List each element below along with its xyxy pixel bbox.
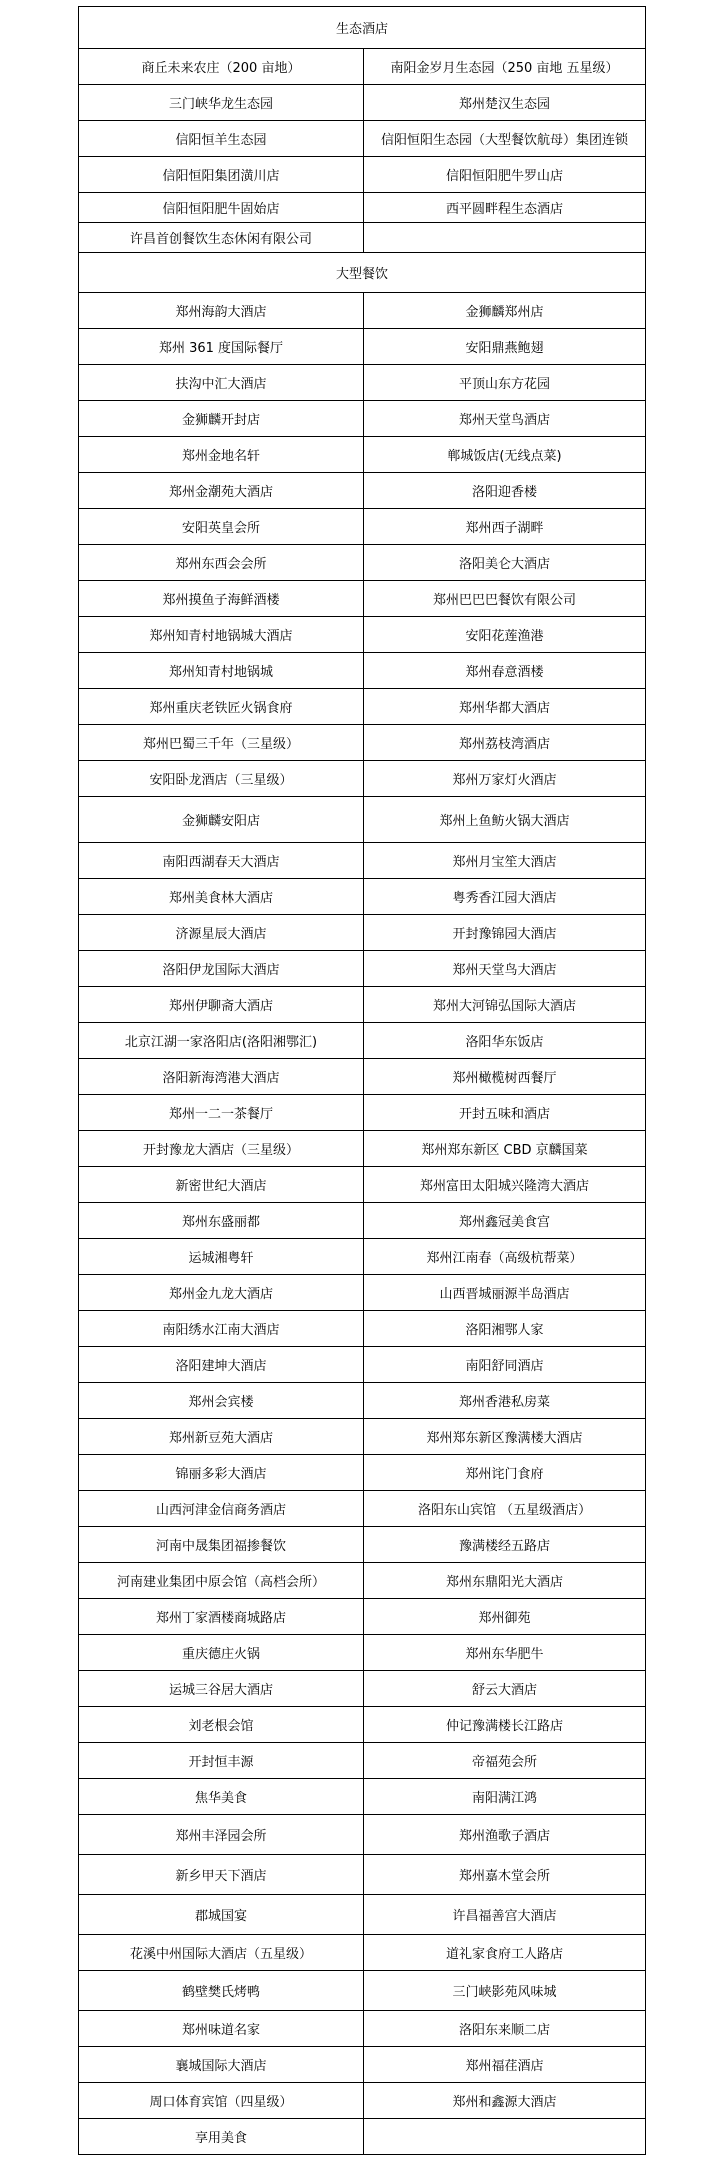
table-row: [79, 401, 646, 437]
table-cell-left: 河南中晟集团福掺餐饮: [79, 1527, 364, 1563]
table-cell-right: 郑州鑫冠美食宫: [364, 1203, 646, 1239]
table-cell-left: 信阳恒羊生态园: [79, 121, 364, 157]
table-row: [79, 1707, 646, 1743]
table-cell-right: 舒云大酒店: [364, 1671, 646, 1707]
table-row: [79, 1527, 646, 1563]
table-cell-right: 开封五味和酒店: [364, 1095, 646, 1131]
table-cell-left: 南阳西湖春天大酒店: [79, 843, 364, 879]
table-row: [79, 1855, 646, 1895]
table-cell-left: 锦丽多彩大酒店: [79, 1455, 364, 1491]
table-row: [79, 2083, 646, 2119]
table-cell-right: 郑州渔歌子酒店: [364, 1815, 646, 1855]
table-cell-left: 信阳恒阳集团潢川店: [79, 157, 364, 193]
table-cell-left: 河南建业集团中原会馆（高档会所）: [79, 1563, 364, 1599]
table-cell-right: 山西晋城丽源半岛酒店: [364, 1275, 646, 1311]
hotel-list-table: [78, 6, 646, 2155]
table-cell-left: 郑州丁家酒楼商城路店: [79, 1599, 364, 1635]
section-title: 生态酒店: [79, 7, 646, 49]
table-cell-right: 南阳舒同酒店: [364, 1347, 646, 1383]
table-cell-right: 信阳恒阳肥牛罗山店: [364, 157, 646, 193]
table-row: [79, 617, 646, 653]
table-cell-left: 郑州东盛丽都: [79, 1203, 364, 1239]
table-row: [79, 85, 646, 121]
table-cell-left: 扶沟中汇大酒店: [79, 365, 364, 401]
table-row: [79, 2119, 646, 2155]
table-cell-right: 洛阳华东饭店: [364, 1023, 646, 1059]
table-cell-right: 洛阳湘鄂人家: [364, 1311, 646, 1347]
table-cell-left: 郑州 361 度国际餐厅: [79, 329, 364, 365]
table-row: [79, 1095, 646, 1131]
table-cell-right: 豫满楼经五路店: [364, 1527, 646, 1563]
table-cell-right: 郑州月宝笙大酒店: [364, 843, 646, 879]
table-row: [79, 1635, 646, 1671]
table-row: [79, 1419, 646, 1455]
table-cell-left: 郑州海韵大酒店: [79, 293, 364, 329]
table-cell-left: 三门峡华龙生态园: [79, 85, 364, 121]
table-cell-right: 西平圆畔程生态酒店: [364, 193, 646, 223]
table-cell-left: 安阳英皇会所: [79, 509, 364, 545]
table-cell-right: [364, 2119, 646, 2155]
table-cell-left: 洛阳伊龙国际大酒店: [79, 951, 364, 987]
table-cell-left: 郑州金地名轩: [79, 437, 364, 473]
table-row: [79, 1023, 646, 1059]
table-cell-left: 山西河津金信商务酒店: [79, 1491, 364, 1527]
table-row: [79, 879, 646, 915]
table-cell-left: 郑州新豆苑大酒店: [79, 1419, 364, 1455]
table-row: [79, 1311, 646, 1347]
table-cell-right: 开封豫锦园大酒店: [364, 915, 646, 951]
table-cell-left: 新乡甲天下酒店: [79, 1855, 364, 1895]
table-row: [79, 1895, 646, 1935]
table-cell-right: 南阳满江鸿: [364, 1779, 646, 1815]
table-row: [79, 915, 646, 951]
table-cell-left: 郑州金九龙大酒店: [79, 1275, 364, 1311]
table-cell-left: 郑州巴蜀三千年（三星级）: [79, 725, 364, 761]
table-cell-right: 金狮麟郑州店: [364, 293, 646, 329]
table-cell-right: 平顶山东方花园: [364, 365, 646, 401]
table-row: [79, 157, 646, 193]
table-row: [79, 545, 646, 581]
table-cell-right: 洛阳东山宾馆 （五星级酒店）: [364, 1491, 646, 1527]
table-cell-left: 商丘未来农庄（200 亩地）: [79, 49, 364, 85]
table-cell-left: 新密世纪大酒店: [79, 1167, 364, 1203]
table-cell-left: 郑州丰泽园会所: [79, 1815, 364, 1855]
table-cell-right: 郑州华都大酒店: [364, 689, 646, 725]
table-cell-left: 开封豫龙大酒店（三星级）: [79, 1131, 364, 1167]
table-row: [79, 797, 646, 843]
table-row: [79, 1599, 646, 1635]
table-cell-left: 花溪中州国际大酒店（五星级）: [79, 1935, 364, 1971]
table-cell-left: 郑州知青村地锅城大酒店: [79, 617, 364, 653]
table-cell-left: 许昌首创餐饮生态休闲有限公司: [79, 223, 364, 253]
table-cell-right: 帝福苑会所: [364, 1743, 646, 1779]
table-cell-right: 郑州大河锦弘国际大酒店: [364, 987, 646, 1023]
table-cell-left: 郑州伊聊斋大酒店: [79, 987, 364, 1023]
table-cell-right: 三门峡影苑风味城: [364, 1971, 646, 2011]
table-row: [79, 1239, 646, 1275]
table-row: [79, 223, 646, 253]
table-cell-right: 安阳花莲渔港: [364, 617, 646, 653]
table-cell-left: 襄城国际大酒店: [79, 2047, 364, 2083]
table-cell-right: 郑州郑东新区 CBD 京麟国菜: [364, 1131, 646, 1167]
table-cell-left: 安阳卧龙酒店（三星级）: [79, 761, 364, 797]
table-cell-left: 享用美食: [79, 2119, 364, 2155]
table-cell-right: 信阳恒阳生态园（大型餐饮航母）集团连锁: [364, 121, 646, 157]
table-row: [79, 1167, 646, 1203]
table-cell-left: 南阳绣水江南大酒店: [79, 1311, 364, 1347]
table-row: [79, 987, 646, 1023]
table-cell-right: 郑州富田太阳城兴隆湾大酒店: [364, 1167, 646, 1203]
table-cell-right: 郑州江南春（高级杭帮菜）: [364, 1239, 646, 1275]
table-row: [79, 365, 646, 401]
table-row: [79, 653, 646, 689]
table-cell-right: 仲记豫满楼长江路店: [364, 1707, 646, 1743]
table-cell-left: 信阳恒阳肥牛固始店: [79, 193, 364, 223]
table-row: [79, 1059, 646, 1095]
table-cell-right: 郑州福荏酒店: [364, 2047, 646, 2083]
table-row: [79, 1347, 646, 1383]
table-cell-left: 运城三谷居大酒店: [79, 1671, 364, 1707]
table-cell-right: 郑州西子湖畔: [364, 509, 646, 545]
table-cell-right: 郑州天堂鸟酒店: [364, 401, 646, 437]
table-row: [79, 509, 646, 545]
table-row: [79, 293, 646, 329]
table-row: [79, 1563, 646, 1599]
table-cell-right: 南阳金岁月生态园（250 亩地 五星级）: [364, 49, 646, 85]
table-row: [79, 2047, 646, 2083]
table-cell-right: 郑州橄榄树西餐厅: [364, 1059, 646, 1095]
table-cell-left: 郑州摸鱼子海鲜酒楼: [79, 581, 364, 617]
table-cell-left: 焦华美食: [79, 1779, 364, 1815]
table-cell-right: 郑州上鱼鲂火锅大酒店: [364, 797, 646, 843]
table-cell-left: 济源星辰大酒店: [79, 915, 364, 951]
table-cell-left: 郑州金潮苑大酒店: [79, 473, 364, 509]
table-cell-left: 洛阳建坤大酒店: [79, 1347, 364, 1383]
table-cell-left: 重庆德庄火锅: [79, 1635, 364, 1671]
table-cell-right: 郑州春意酒楼: [364, 653, 646, 689]
table-cell-right: 道礼家食府工人路店: [364, 1935, 646, 1971]
table-row: [79, 437, 646, 473]
table-row: [79, 1203, 646, 1239]
table-cell-left: 郑州味道名家: [79, 2011, 364, 2047]
section-header-row: [79, 7, 646, 49]
table-cell-right: 郑州东华肥牛: [364, 1635, 646, 1671]
table-cell-right: [364, 223, 646, 253]
table-cell-right: 郑州东鼎阳光大酒店: [364, 1563, 646, 1599]
table-row: [79, 1491, 646, 1527]
table-cell-right: 郑州香港私房菜: [364, 1383, 646, 1419]
table-cell-left: 运城湘粤轩: [79, 1239, 364, 1275]
table-row: [79, 951, 646, 987]
table-cell-left: 郑州会宾楼: [79, 1383, 364, 1419]
table-row: [79, 329, 646, 365]
table-row: [79, 689, 646, 725]
table-cell-right: 郑州巴巴巴餐饮有限公司: [364, 581, 646, 617]
table-row: [79, 1743, 646, 1779]
table-cell-right: 洛阳迎香楼: [364, 473, 646, 509]
table-row: [79, 581, 646, 617]
table-cell-left: 洛阳新海湾港大酒店: [79, 1059, 364, 1095]
table-cell-right: 郑州和鑫源大酒店: [364, 2083, 646, 2119]
table-row: [79, 1455, 646, 1491]
table-cell-right: 洛阳东来顺二店: [364, 2011, 646, 2047]
table-cell-right: 郑州嘉木堂会所: [364, 1855, 646, 1895]
table-cell-right: 安阳鼎燕鲍翅: [364, 329, 646, 365]
table-cell-right: 郑州诧门食府: [364, 1455, 646, 1491]
table-cell-right: 郑州楚汉生态园: [364, 85, 646, 121]
table-cell-left: 郡城国宴: [79, 1895, 364, 1935]
table-row: [79, 1671, 646, 1707]
table-row: [79, 2011, 646, 2047]
table-cell-right: 郑州万家灯火酒店: [364, 761, 646, 797]
table-cell-left: 郑州东西会会所: [79, 545, 364, 581]
table-row: [79, 1935, 646, 1971]
table-cell-right: 郑州荔枝湾酒店: [364, 725, 646, 761]
table-row: [79, 49, 646, 85]
table-cell-left: 周口体育宾馆（四星级）: [79, 2083, 364, 2119]
table-row: [79, 1131, 646, 1167]
table-row: [79, 1815, 646, 1855]
table-cell-right: 郑州御苑: [364, 1599, 646, 1635]
table-cell-left: 北京江湖一家洛阳店(洛阳湘鄂汇): [79, 1023, 364, 1059]
table-cell-right: 粤秀香江园大酒店: [364, 879, 646, 915]
table-row: [79, 843, 646, 879]
table-row: [79, 121, 646, 157]
table-row: [79, 1971, 646, 2011]
table-cell-left: 开封恒丰源: [79, 1743, 364, 1779]
table-cell-left: 郑州知青村地锅城: [79, 653, 364, 689]
table-row: [79, 473, 646, 509]
table-row: [79, 761, 646, 797]
table-cell-right: 许昌福善宫大酒店: [364, 1895, 646, 1935]
table-cell-left: 郑州美食林大酒店: [79, 879, 364, 915]
table-row: [79, 1779, 646, 1815]
table-cell-right: 郸城饭店(无线点菜): [364, 437, 646, 473]
table-cell-left: 郑州重庆老铁匠火锅食府: [79, 689, 364, 725]
table-cell-left: 金狮麟安阳店: [79, 797, 364, 843]
table-row: [79, 1275, 646, 1311]
section-title: 大型餐饮: [79, 253, 646, 293]
table-row: [79, 725, 646, 761]
table-row: [79, 193, 646, 223]
table-cell-left: 鹤壁樊氏烤鸭: [79, 1971, 364, 2011]
table-cell-right: 郑州天堂鸟大酒店: [364, 951, 646, 987]
table-row: [79, 1383, 646, 1419]
table-cell-left: 刘老根会馆: [79, 1707, 364, 1743]
table-cell-left: 郑州一二一茶餐厅: [79, 1095, 364, 1131]
table-cell-right: 洛阳美仑大酒店: [364, 545, 646, 581]
table-cell-left: 金狮麟开封店: [79, 401, 364, 437]
section-header-row: [79, 253, 646, 293]
table-cell-right: 郑州郑东新区豫满楼大酒店: [364, 1419, 646, 1455]
